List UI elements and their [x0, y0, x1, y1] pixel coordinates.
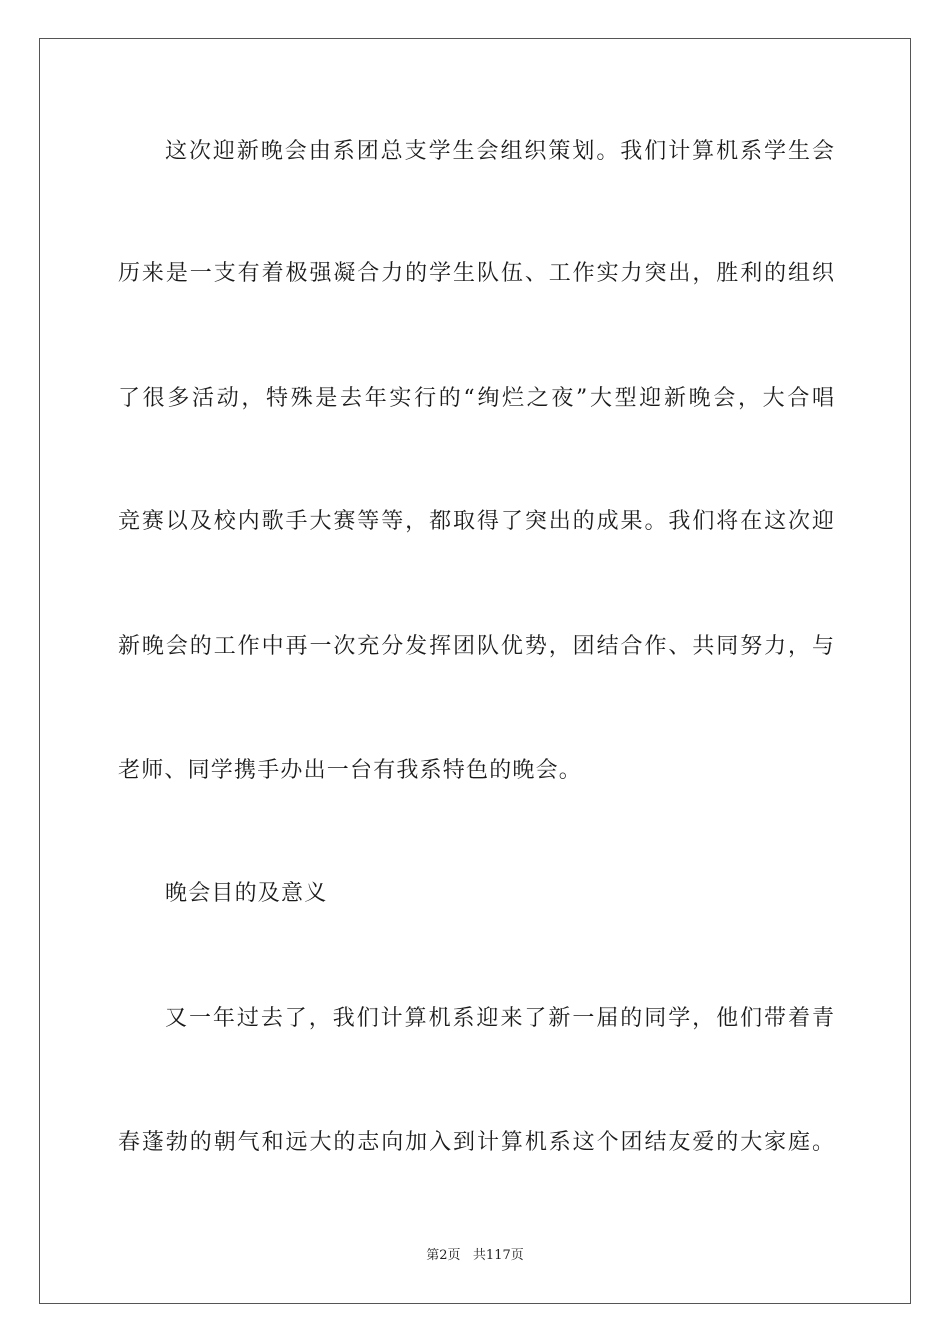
paragraph-line-8: 又一年过去了，我们计算机系迎来了新一届的同学，他们带着青: [165, 1006, 834, 1031]
page-footer: [0, 1247, 950, 1265]
page-number: 第2页: [426, 1248, 461, 1263]
paragraph-line-9: 春蓬勃的朝气和远大的志向加入到计算机系这个团结友爱的大家庭。: [118, 1130, 834, 1155]
paragraph-line-5: 新晚会的工作中再一次充分发挥团队优势，团结合作、共同努力，与: [118, 634, 834, 659]
total-pages: 共117页: [472, 1248, 524, 1263]
paragraph-line-3: 了很多活动，特殊是去年实行的“绚烂之夜”大型迎新晚会，大合唱: [118, 386, 834, 411]
paragraph-line-1: 这次迎新晚会由系团总支学生会组织策划。我们计算机系学生会: [165, 139, 834, 164]
section-heading: 晚会目的及意义: [165, 881, 328, 906]
paragraph-line-2: 历来是一支有着极强凝合力的学生队伍、工作实力突出，胜利的组织: [118, 261, 834, 286]
page-border: [39, 38, 911, 1304]
paragraph-line-6: 老师、同学携手办出一台有我系特色的晚会。: [118, 758, 583, 783]
paragraph-line-4: 竞赛以及校内歌手大赛等等，都取得了突出的成果。我们将在这次迎: [118, 509, 834, 534]
